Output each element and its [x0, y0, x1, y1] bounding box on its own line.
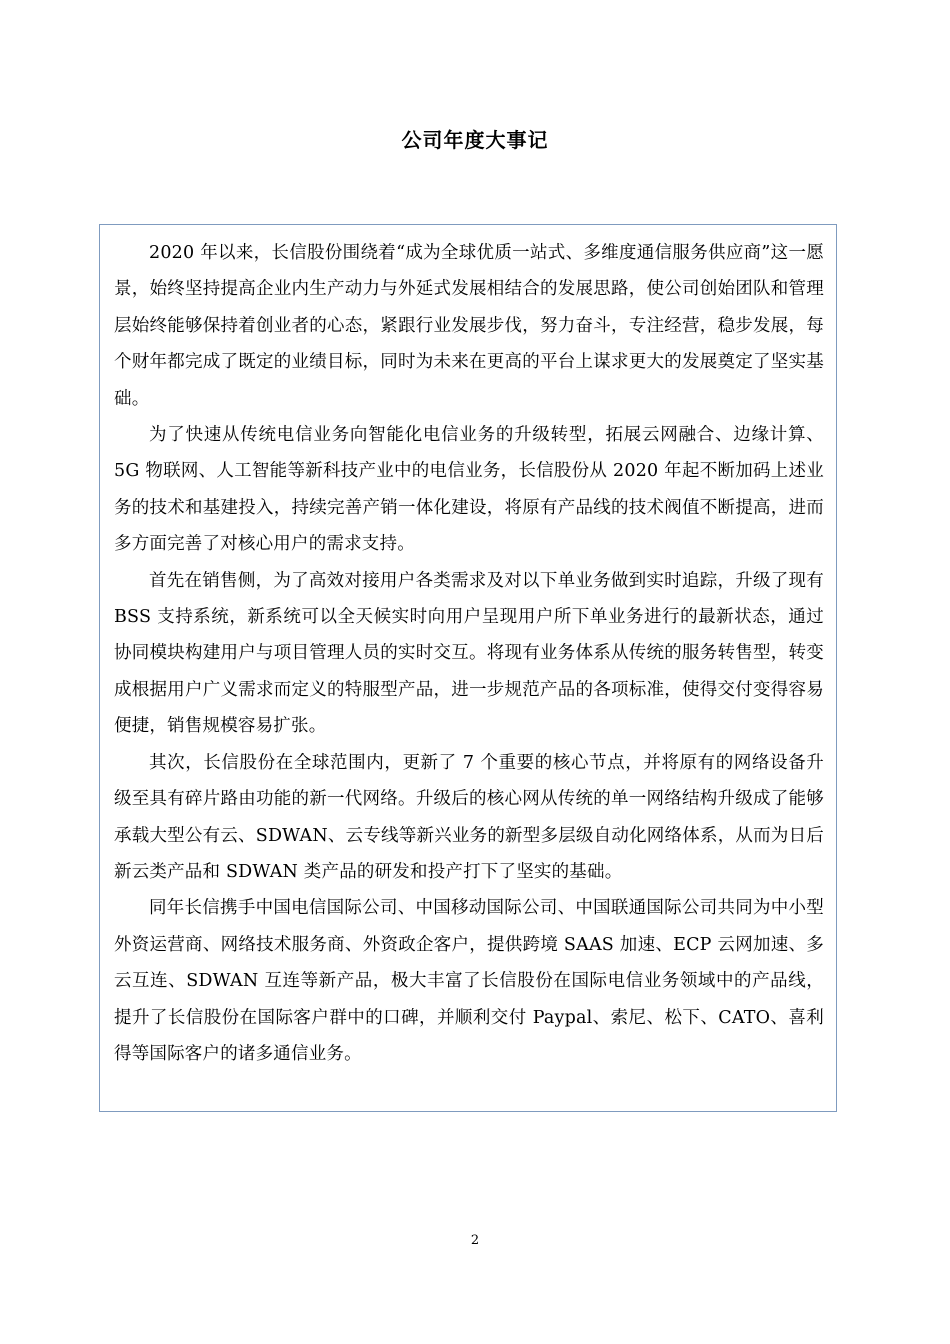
paragraph-network-upgrade: 其次，长信股份在全球范围内，更新了 7 个重要的核心节点，并将原有的网络设备升级至具有碎片路由功能的新一代网络。升级后的核心网从传统的单一网络结构升级成了能够承载大型公有云、SDWAN、云专线等新兴业务的新型多层级自动化网络体系，从而为日后新云类产品和 SDWAN 类产品的研发和投产打下了坚实的基础。 [114, 752, 824, 882]
paragraph-vision: 2020 年以来，长信股份围绕着“成为全球优质一站式、多维度通信服务供应商”这一愿景，始终坚持提高企业内生产动力与外延式发展相结合的发展思路，使公司创始团队和管理层始终能够保持着创业者的心态，紧跟行业发展步伐，努力奋斗，专注经营，稳步发展，每个财年都完成了既定的业绩目标，同时为未来在更高的平台上谋求更大的发展奠定了坚实基础。 [114, 243, 824, 409]
paragraph-partnerships: 同年长信携手中国电信国际公司、中国移动国际公司、中国联通国际公司共同为中小型外资运营商、网络技术服务商、外资政企客户，提供跨境 SAAS 加速、ECP 云网加速、多云互连、SDWAN 互连等新产品，极大丰富了长信股份在国际电信业务领域中的产品线，提升了长信股份在国际客户群中的口碑，并顺利交付 Paypal、索尼、松下、CATO、喜利得等国际客户的诸多通信业务。 [114, 898, 824, 1064]
paragraph-transformation: 为了快速从传统电信业务向智能化电信业务的升级转型，拓展云网融合、边缘计算、5G 物联网、人工智能等新科技产业中的电信业务，长信股份从 2020 年起不断加码上述业务的技术和基建投入，持续完善产销一体化建设，将原有产品线的技术阀值不断提高，进而多方面完善了对核心用户的需求支持。 [114, 425, 824, 555]
page-title: 公司年度大事记 [401, 128, 549, 152]
paragraph-sales-side: 首先在销售侧，为了高效对接用户各类需求及对以下单业务做到实时追踪，升级了现有 BSS 支持系统，新系统可以全天候实时向用户呈现用户所下单业务进行的最新状态，通过协同模块构建用户与项目管理人员的实时交互。将现有业务体系从传统的服务转售型，转变成根据用户广义需求而定义的特服型产品，进一步规范产品的各项标准，使得交付变得容易便捷，销售规模容易扩张。 [114, 570, 824, 737]
events-summary-box [99, 224, 837, 1112]
page-number: 2 [470, 1233, 480, 1248]
